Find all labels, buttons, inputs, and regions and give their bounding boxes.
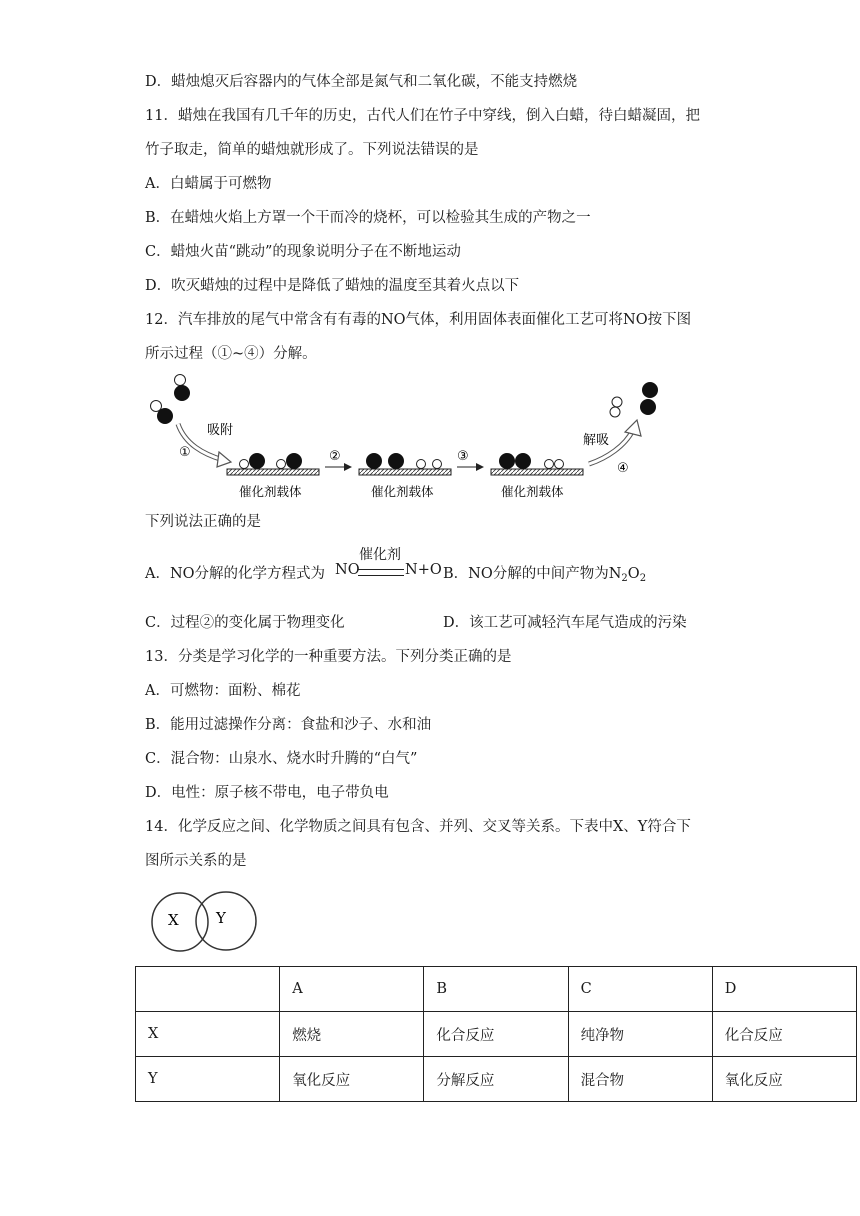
catalyst-carrier-3 [491, 453, 583, 475]
table-cell: D [712, 967, 856, 1012]
venn-diagram [148, 890, 260, 954]
q12-option-b-prefix: B．NO分解的中间产物为N [443, 566, 622, 582]
equation-lhs: NO [335, 562, 360, 578]
q12-stem-line1: 12．汽车排放的尾气中常含有有毒的NO气体，利用固体表面催化工艺可将NO按下图 [145, 312, 692, 328]
equation-equals-sign [358, 569, 404, 576]
table-cell: 纯净物 [568, 1012, 712, 1057]
q13-option-d: D．电性：原子核不带电，电子带负电 [145, 785, 389, 801]
q12-option-b-sub2: 2 [639, 573, 647, 584]
q12-stem-line2: 所示过程（①~④）分解。 [145, 346, 317, 362]
step3-label: ③ [457, 449, 469, 464]
q13-option-c: C．混合物：山泉水、烧水时升腾的“白气” [145, 751, 418, 767]
venn-label-y: Y [216, 909, 226, 927]
equation-condition: 催化剂 [359, 547, 401, 563]
table-cell: 混合物 [568, 1057, 712, 1102]
q12-option-a-prefix: A．NO分解的化学方程式为 [145, 566, 326, 582]
q12-option-b [443, 562, 646, 584]
step1-label: ① [179, 445, 191, 460]
q13-stem: 13．分类是学习化学的一种重要方法。下列分类正确的是 [145, 649, 512, 665]
no-molecule-incoming-2 [151, 401, 174, 425]
table-cell: X [136, 1012, 280, 1057]
q12-option-c: C．过程②的变化属于物理变化 [145, 615, 345, 631]
table-cell: 氧化反应 [712, 1057, 856, 1102]
table-header-row [136, 967, 857, 1012]
q11-stem-line2: 竹子取走，简单的蜡烛就形成了。下列说法错误的是 [145, 142, 479, 158]
table-row [136, 1012, 857, 1057]
table-cell: 化合反应 [712, 1012, 856, 1057]
q11-option-d: D．吹灭蜡烛的过程中是降低了蜡烛的温度至其着火点以下 [145, 278, 520, 294]
desorb-label: 解吸 [583, 433, 610, 448]
q11-option-b: B．在蜡烛火焰上方罩一个干而冷的烧杯，可以检验其生成的产物之一 [145, 210, 591, 226]
no-molecule-incoming-1 [174, 375, 190, 402]
step4-label: ④ [617, 461, 629, 476]
carrier-label-3: 催化剂载体 [501, 484, 564, 499]
carrier-label-2: 催化剂载体 [371, 484, 434, 499]
table-cell: 分解反应 [424, 1057, 568, 1102]
options-table [135, 966, 857, 1102]
q10-option-d: D．蜡烛熄灭后容器内的气体全部是氮气和二氧化碳，不能支持燃烧 [145, 74, 578, 90]
table-cell: 化合反应 [424, 1012, 568, 1057]
q12-option-b-mid: O [627, 566, 640, 582]
catalysis-diagram [145, 372, 675, 504]
q12-option-d: D．该工艺可减轻汽车尾气造成的污染 [443, 615, 687, 631]
catalyst-carrier-1 [227, 453, 319, 475]
q13-option-a: A．可燃物：面粉、棉花 [145, 683, 301, 699]
catalyst-carrier-2 [359, 453, 451, 475]
table-row [136, 1057, 857, 1102]
q13-option-b: B．能用过滤操作分离：食盐和沙子、水和油 [145, 717, 432, 733]
venn-label-x: X [168, 911, 179, 929]
q11-stem-line1: 11．蜡烛在我国有几千年的历史，古代人们在竹子中穿线，倒入白蜡，待白蜡凝固，把 [145, 108, 700, 124]
table-cell [136, 967, 280, 1012]
carrier-label-1: 催化剂载体 [239, 484, 302, 499]
q14-stem-line1: 14．化学反应之间、化学物质之间具有包含、并列、交叉等关系。下表中X、Y符合下 [145, 819, 691, 835]
table-cell: A [280, 967, 424, 1012]
n2-molecule [640, 382, 658, 415]
adsorb-label: 吸附 [207, 423, 234, 438]
equation-rhs: N+O [405, 562, 442, 578]
table-cell: 氧化反应 [280, 1057, 424, 1102]
q11-option-a: A．白蜡属于可燃物 [145, 176, 272, 192]
o2-molecule [610, 397, 622, 417]
table-cell: B [424, 967, 568, 1012]
q12-prompt: 下列说法正确的是 [145, 514, 261, 530]
step2-label: ② [329, 449, 341, 464]
table-cell: 燃烧 [280, 1012, 424, 1057]
q14-stem-line2: 图所示关系的是 [145, 853, 247, 869]
table-cell: Y [136, 1057, 280, 1102]
table-cell: C [568, 967, 712, 1012]
q12-option-b-sub1: 2 [621, 573, 628, 584]
q11-option-c: C．蜡烛火苗“跳动”的现象说明分子在不断地运动 [145, 244, 461, 260]
